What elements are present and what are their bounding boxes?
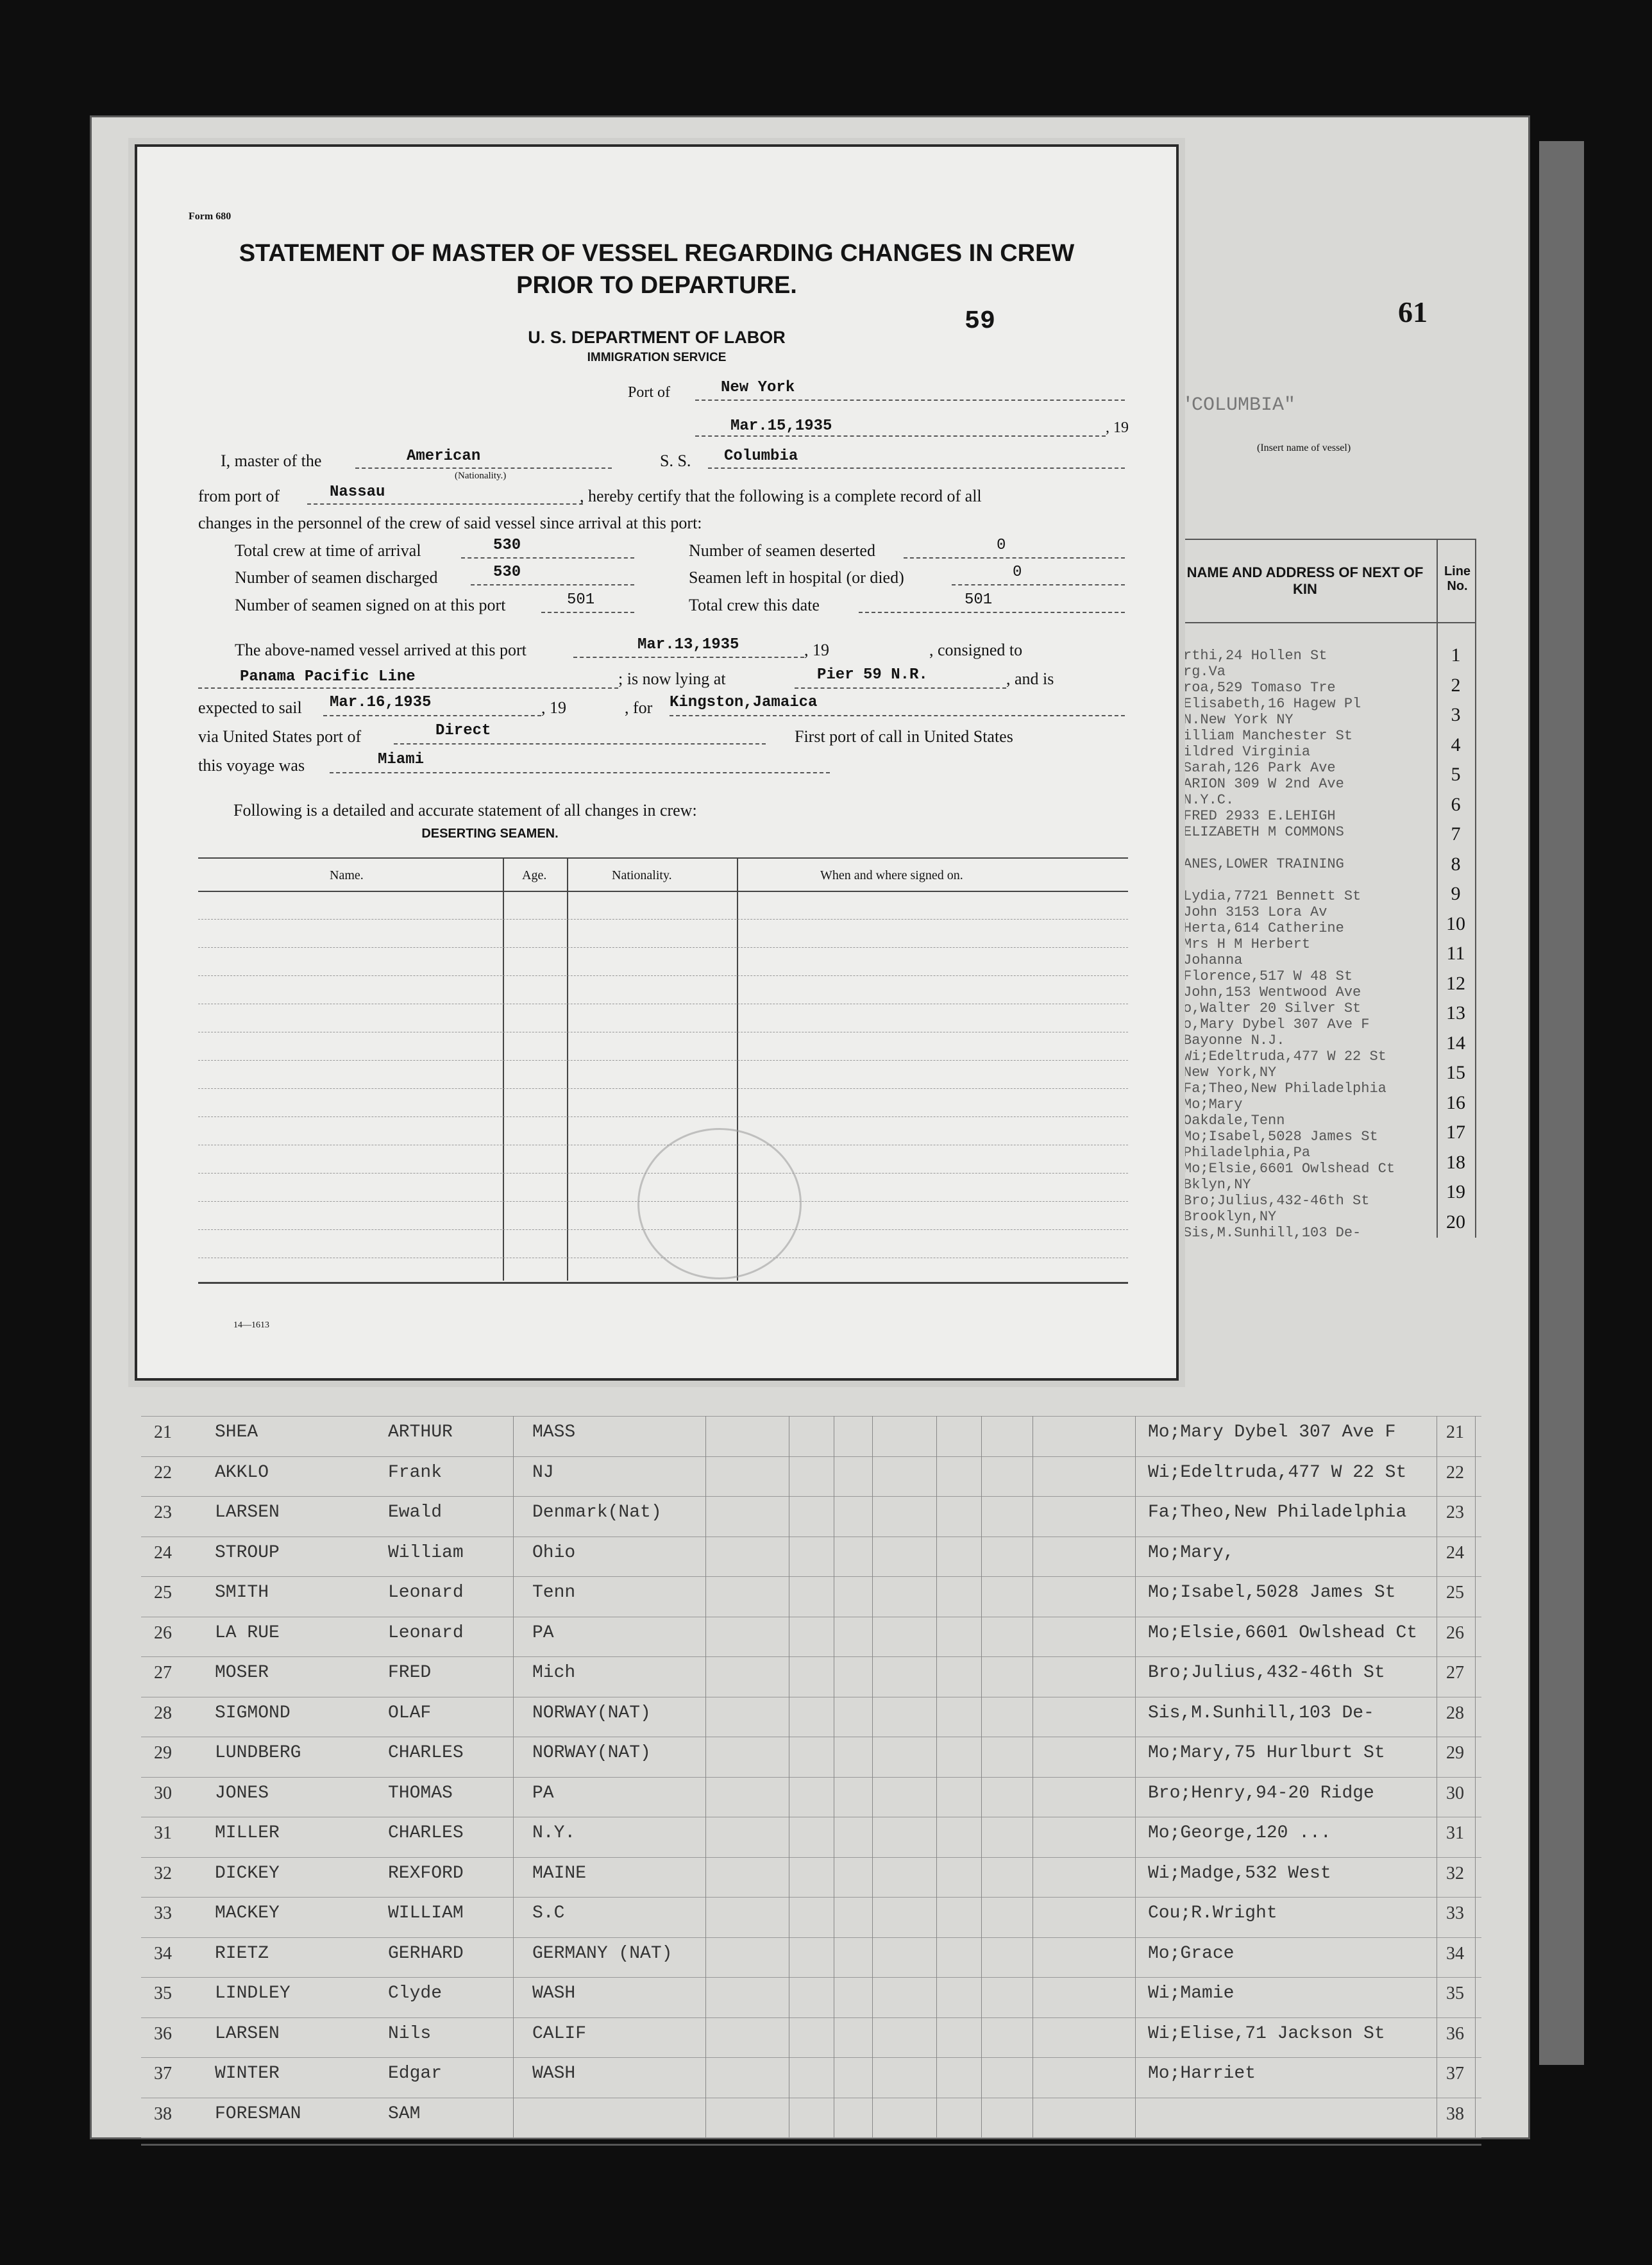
crew-given-name: FRED (388, 1663, 432, 1683)
crew-birthplace: NORWAY(NAT) (532, 1743, 651, 1763)
crew-given-name: OLAF (388, 1703, 432, 1723)
crew-birthplace: NJ (532, 1462, 554, 1483)
voyage-label: this voyage was (198, 756, 305, 775)
crew-birthplace: PA (532, 1622, 554, 1643)
crew-birthplace: CALIF (532, 2023, 587, 2044)
crew-next-of-kin: Wi;Mamie (1148, 1983, 1235, 2003)
kin-entry: ELIZABETH M COMMONS (1183, 824, 1344, 840)
kin-entry: Bayonne N.J. (1183, 1032, 1285, 1048)
ship-value: Columbia (724, 448, 798, 465)
kin-entry: Brooklyn,NY (1183, 1209, 1277, 1225)
row-line-number: 28 (154, 1703, 172, 1723)
nationality-caption: (Nationality.) (455, 471, 507, 481)
immigration-seal (637, 1128, 802, 1279)
changes-text: changes in the personnel of the crew of said vessel since arrival at this port: (198, 514, 702, 532)
line-number: 16 (1446, 1091, 1465, 1113)
statement-form (135, 144, 1179, 1381)
kin-entry: ARION 309 W 2nd Ave (1183, 776, 1344, 792)
crew-birthplace: WASH (532, 1983, 576, 2003)
kin-entry: John 3153 Lora Av (1183, 904, 1328, 920)
column-rule (705, 1416, 706, 2137)
total-crew-date-value: 501 (965, 591, 993, 609)
kin-entry: Sis,M.Sunhill,103 De- (1183, 1225, 1361, 1241)
seamen-discharged-label: Number of seamen discharged (235, 568, 438, 587)
seamen-discharged-value: 530 (493, 564, 521, 581)
kin-entry: Wi;Edeltruda,477 W 22 St (1183, 1048, 1386, 1065)
kin-entry: Oakdale,Tenn (1183, 1113, 1285, 1129)
row-line-number: 36 (154, 2023, 172, 2044)
crew-birthplace: WASH (532, 2064, 576, 2084)
column-rule (1135, 1416, 1136, 2137)
kin-entry: Herta,614 Catherine (1183, 920, 1344, 936)
column-rule (981, 1416, 982, 2137)
kin-entry: ildred Virginia (1183, 744, 1311, 760)
page-number: 61 (1398, 296, 1428, 328)
crew-next-of-kin: Bro;Henry,94-20 Ridge (1148, 1783, 1374, 1803)
crew-next-of-kin: Mo;Mary, (1148, 1542, 1235, 1563)
row-line-number-right: 34 (1446, 1943, 1464, 1964)
arrived-suffix: , 19 (804, 641, 829, 659)
kin-entry: FRED 2933 E.LEHIGH (1183, 808, 1336, 824)
for-label: , for (625, 698, 653, 717)
deserting-row-rule (198, 1116, 1128, 1117)
col-nationality: Nationality. (612, 868, 672, 882)
crew-birthplace: Tenn (532, 1583, 576, 1603)
kin-entry: Bklyn,NY (1183, 1177, 1251, 1193)
service: IMMIGRATION SERVICE (587, 351, 727, 364)
kin-entry: Mo;Isabel,5028 James St (1183, 1129, 1378, 1145)
crew-surname: LARSEN (215, 1503, 280, 1522)
crew-next-of-kin: Mo;Elsie,6601 Owlshead Ct (1148, 1622, 1418, 1643)
row-line-number-right: 31 (1446, 1823, 1464, 1843)
kin-entry: rg.Va (1183, 664, 1226, 680)
seamen-hospital-value: 0 (1013, 564, 1022, 581)
arrived-label: The above-named vessel arrived at this port (235, 641, 527, 659)
line-number: 18 (1446, 1151, 1465, 1173)
row-line-number: 25 (154, 1583, 172, 1603)
row-rule (141, 1897, 1481, 1898)
line-number: 19 (1446, 1181, 1465, 1202)
from-port-label: from port of (198, 487, 280, 505)
crew-surname: LARSEN (215, 2023, 280, 2044)
kin-entry: Mo;Elsie,6601 Owlshead Ct (1183, 1161, 1395, 1177)
vessel-name: "COLUMBIA" (1180, 394, 1296, 416)
following-text: Following is a detailed and accurate statement of all changes in crew: (233, 801, 697, 820)
crew-birthplace: MASS (532, 1422, 576, 1442)
row-line-number-right: 28 (1446, 1703, 1464, 1723)
line-number: 2 (1451, 674, 1461, 696)
crew-next-of-kin: Mo;Grace (1148, 1943, 1235, 1964)
row-line-number-right: 32 (1446, 1863, 1464, 1883)
row-line-number-right: 36 (1446, 2023, 1464, 2044)
line-number: 20 (1446, 1211, 1465, 1233)
crew-given-name: William (388, 1542, 464, 1563)
kin-entry: Mo;Mary (1183, 1097, 1243, 1113)
crew-next-of-kin: Bro;Julius,432-46th St (1148, 1663, 1385, 1683)
crew-next-of-kin: Wi;Madge,532 West (1148, 1863, 1331, 1883)
row-line-number: 21 (154, 1422, 172, 1442)
line-number: 4 (1451, 734, 1461, 755)
row-rule (141, 1416, 1481, 1417)
crew-given-name: WILLIAM (388, 1903, 464, 1923)
row-line-number-right: 24 (1446, 1542, 1464, 1563)
seamen-signed-label: Number of seamen signed on at this port (235, 596, 506, 614)
line-number: 3 (1451, 704, 1461, 725)
crew-surname: SHEA (215, 1422, 258, 1442)
row-line-number-right: 37 (1446, 2064, 1464, 2084)
deserting-row-rule (198, 1088, 1128, 1089)
row-rule (141, 1496, 1481, 1497)
crew-surname: DICKEY (215, 1863, 280, 1883)
lying-label: ; is now lying at (618, 669, 726, 688)
total-crew-arrival-value: 530 (493, 537, 521, 554)
row-line-number-right: 26 (1446, 1622, 1464, 1643)
kin-entry: New York,NY (1183, 1065, 1277, 1081)
crew-birthplace: NORWAY(NAT) (532, 1703, 651, 1723)
kin-entry: Philadelphia,Pa (1183, 1145, 1311, 1161)
kin-entry: Florence,517 W 48 St (1183, 968, 1353, 984)
kin-entry: illiam Manchester St (1183, 728, 1353, 744)
adjacent-page-edge (1539, 141, 1584, 2065)
column-rule (872, 1416, 873, 2137)
line-number: 9 (1451, 883, 1461, 904)
crew-surname: SMITH (215, 1583, 269, 1603)
consigned-label: , consigned to (929, 641, 1023, 659)
line-number: 13 (1446, 1002, 1465, 1023)
line-number: 8 (1451, 853, 1461, 875)
arrived-value: Mar.13,1935 (637, 636, 739, 653)
crew-given-name: CHARLES (388, 1823, 464, 1843)
kin-entry: o,Mary Dybel 307 Ave F (1183, 1016, 1370, 1032)
col-name: Name. (330, 868, 364, 882)
deserting-heading: DESERTING SEAMEN. (421, 827, 559, 841)
next-of-kin-header: NAME AND ADDRESS OF NEXT OF KIN (1186, 564, 1424, 597)
row-rule (141, 2057, 1481, 2058)
row-line-number: 35 (154, 1983, 172, 2003)
row-rule (141, 1857, 1481, 1858)
row-rule (141, 1456, 1481, 1457)
form-title-1: STATEMENT OF MASTER OF VESSEL REGARDING CHANGES IN CREW (239, 240, 1075, 267)
crew-birthplace: Denmark(Nat) (532, 1503, 662, 1522)
kin-entry: o,Walter 20 Silver St (1183, 1000, 1361, 1016)
row-rule (141, 1777, 1481, 1778)
sail-suffix: , 19 (541, 698, 566, 717)
crew-given-name: Leonard (388, 1622, 464, 1643)
line-number: 7 (1451, 823, 1461, 845)
voyage-value: Miami (378, 751, 425, 768)
form-number: Form 680 (189, 211, 232, 222)
line-number: 10 (1446, 913, 1465, 934)
crew-next-of-kin: Mo;George,120 ... (1148, 1823, 1331, 1843)
row-line-number-right: 27 (1446, 1663, 1464, 1683)
nationality-value: American (407, 448, 481, 465)
crew-surname: LUNDBERG (215, 1743, 301, 1763)
col-age: Age. (522, 868, 547, 882)
kin-entry: Bro;Julius,432-46th St (1183, 1193, 1370, 1209)
row-line-number: 27 (154, 1663, 172, 1683)
row-line-number: 31 (154, 1823, 172, 1843)
crew-given-name: Edgar (388, 2064, 442, 2084)
crew-given-name: THOMAS (388, 1783, 453, 1803)
crew-given-name: SAM (388, 2103, 421, 2124)
deserting-row-rule (198, 919, 1128, 920)
stamp-number: 59 (965, 307, 996, 336)
crew-next-of-kin: Sis,M.Sunhill,103 De- (1148, 1703, 1374, 1723)
line-number: 5 (1451, 764, 1461, 785)
crew-next-of-kin: Wi;Elise,71 Jackson St (1148, 2023, 1385, 2044)
column-rule (1475, 1416, 1476, 2137)
crew-surname: MILLER (215, 1823, 280, 1843)
deserting-row-rule (198, 947, 1128, 948)
row-line-number-right: 33 (1446, 1903, 1464, 1923)
line-number: 6 (1451, 793, 1461, 815)
deserting-row-rule (198, 975, 1128, 976)
row-line-number-right: 22 (1446, 1462, 1464, 1483)
kin-entry: ANES,LOWER TRAINING (1183, 856, 1344, 872)
kin-entry: roa,529 Tomaso Tre (1183, 680, 1336, 696)
line-number: 15 (1446, 1062, 1465, 1083)
row-line-number-right: 23 (1446, 1503, 1464, 1522)
expected-label: expected to sail (198, 698, 302, 717)
row-rule (141, 1977, 1481, 1978)
crew-given-name: Ewald (388, 1503, 442, 1522)
crew-given-name: Nils (388, 2023, 432, 2044)
column-rule (1032, 1416, 1033, 2137)
table-bottom-rule (141, 2144, 1481, 2146)
crew-birthplace: N.Y. (532, 1823, 576, 1843)
row-line-number-right: 38 (1446, 2103, 1464, 2124)
crew-surname: LINDLEY (215, 1983, 291, 2003)
row-line-number: 37 (154, 2064, 172, 2084)
row-rule (141, 1656, 1481, 1657)
row-rule (141, 1937, 1481, 1938)
column-rule (513, 1416, 514, 2137)
crew-given-name: ARTHUR (388, 1422, 453, 1442)
row-line-number-right: 35 (1446, 1983, 1464, 2003)
form-title-2: PRIOR TO DEPARTURE. (516, 272, 797, 299)
crew-surname: LA RUE (215, 1622, 280, 1643)
seamen-deserted-label: Number of seamen deserted (689, 541, 875, 560)
line-no-header: Line No. (1444, 564, 1471, 593)
seamen-signed-value: 501 (567, 591, 595, 609)
and-is: , and is (1006, 669, 1054, 688)
row-line-number: 22 (154, 1462, 172, 1483)
kin-entry: N.Y.C. (1183, 792, 1235, 808)
total-crew-date-label: Total crew this date (689, 596, 820, 614)
kin-entry: Lydia,7721 Bennett St (1183, 888, 1361, 904)
consignee-value: Panama Pacific Line (240, 668, 416, 686)
crew-next-of-kin: Wi;Edeltruda,477 W 22 St (1148, 1462, 1407, 1483)
crew-given-name: REXFORD (388, 1863, 464, 1883)
row-line-number-right: 29 (1446, 1743, 1464, 1763)
first-port-label: First port of call in United States (795, 727, 1013, 746)
crew-surname: STROUP (215, 1542, 280, 1563)
via-value: Direct (435, 722, 491, 739)
crew-birthplace: PA (532, 1783, 554, 1803)
row-line-number: 38 (154, 2103, 172, 2124)
line-number: 1 (1451, 644, 1461, 666)
row-line-number: 34 (154, 1943, 172, 1964)
line-number: 12 (1446, 972, 1465, 994)
crew-next-of-kin: Mo;Isabel,5028 James St (1148, 1583, 1396, 1603)
row-rule (141, 1576, 1481, 1577)
from-port-value: Nassau (330, 484, 385, 501)
row-line-number: 26 (154, 1622, 172, 1643)
crew-next-of-kin: Mo;Mary Dybel 307 Ave F (1148, 1422, 1396, 1442)
row-line-number: 32 (154, 1863, 172, 1883)
crew-surname: JONES (215, 1783, 269, 1803)
row-rule (141, 2017, 1481, 2018)
kin-entry: Mrs H M Herbert (1183, 936, 1311, 952)
kin-entry: John,153 Wentwood Ave (1183, 984, 1361, 1000)
vessel-caption: (Insert name of vessel) (1257, 442, 1351, 453)
master-label: I, master of the (221, 451, 322, 470)
row-line-number: 30 (154, 1783, 172, 1803)
footer-code: 14—1613 (233, 1320, 269, 1330)
row-rule (141, 2137, 1481, 2138)
crew-next-of-kin: Cou;R.Wright (1148, 1903, 1277, 1923)
total-crew-arrival-label: Total crew at time of arrival (235, 541, 421, 560)
crew-given-name: CHARLES (388, 1743, 464, 1763)
crew-surname: SIGMOND (215, 1703, 291, 1723)
via-label: via United States port of (198, 727, 362, 746)
crew-given-name: Frank (388, 1462, 442, 1483)
destination-value: Kingston,Jamaica (670, 694, 818, 711)
row-line-number-right: 25 (1446, 1583, 1464, 1603)
sail-value: Mar.16,1935 (330, 694, 432, 711)
crew-birthplace: GERMANY (NAT) (532, 1943, 673, 1964)
crew-birthplace: S.C (532, 1903, 565, 1923)
crew-next-of-kin: Mo;Mary,75 Hurlburt St (1148, 1743, 1385, 1763)
crew-surname: AKKLO (215, 1462, 269, 1483)
column-rule (936, 1416, 937, 2137)
row-line-number: 24 (154, 1542, 172, 1563)
crew-surname: WINTER (215, 2064, 280, 2084)
crew-given-name: Leonard (388, 1583, 464, 1603)
kin-entry: Elisabeth,16 Hagew Pl (1183, 696, 1361, 712)
line-number: 14 (1446, 1032, 1465, 1054)
certify-text: , hereby certify that the following is a complete record of all (580, 487, 982, 505)
crew-birthplace: Ohio (532, 1542, 576, 1563)
kin-entry: Sarah,126 Park Ave (1183, 760, 1336, 776)
seamen-hospital-label: Seamen left in hospital (or died) (689, 568, 904, 587)
row-line-number-right: 21 (1446, 1422, 1464, 1442)
deserting-row-rule (198, 1060, 1128, 1061)
crew-given-name: Clyde (388, 1983, 442, 2003)
kin-entry: Fa;Theo,New Philadelphia (1183, 1081, 1386, 1097)
seamen-deserted-value: 0 (997, 537, 1006, 554)
row-line-number: 33 (154, 1903, 172, 1923)
row-line-number: 23 (154, 1503, 172, 1522)
kin-entry: rthi,24 Hollen St (1183, 648, 1328, 664)
crew-surname: FORESMAN (215, 2103, 301, 2124)
date-suffix: , 19 (1106, 419, 1129, 436)
crew-next-of-kin: Fa;Theo,New Philadelphia (1148, 1503, 1407, 1522)
port-label: Port of (628, 384, 670, 401)
lying-value: Pier 59 N.R. (817, 666, 928, 684)
crew-surname: MACKEY (215, 1903, 280, 1923)
kin-entry: N.New York NY (1183, 712, 1294, 728)
ss-label: S. S. (660, 451, 691, 470)
line-number: 17 (1446, 1122, 1465, 1143)
crew-birthplace: Mich (532, 1663, 576, 1683)
row-line-number-right: 30 (1446, 1783, 1464, 1803)
department: U. S. DEPARTMENT OF LABOR (528, 328, 786, 347)
kin-entry: Johanna (1183, 952, 1243, 968)
crew-surname: RIETZ (215, 1943, 269, 1964)
crew-birthplace: MAINE (532, 1863, 587, 1883)
crew-given-name: GERHARD (388, 1943, 464, 1964)
crew-surname: MOSER (215, 1663, 269, 1683)
date-value: Mar.15,1935 (730, 417, 832, 435)
col-when: When and where signed on. (820, 868, 963, 882)
row-line-number: 29 (154, 1743, 172, 1763)
crew-next-of-kin: Mo;Harriet (1148, 2064, 1256, 2084)
line-number: 11 (1446, 943, 1465, 964)
port-value: New York (721, 379, 795, 396)
